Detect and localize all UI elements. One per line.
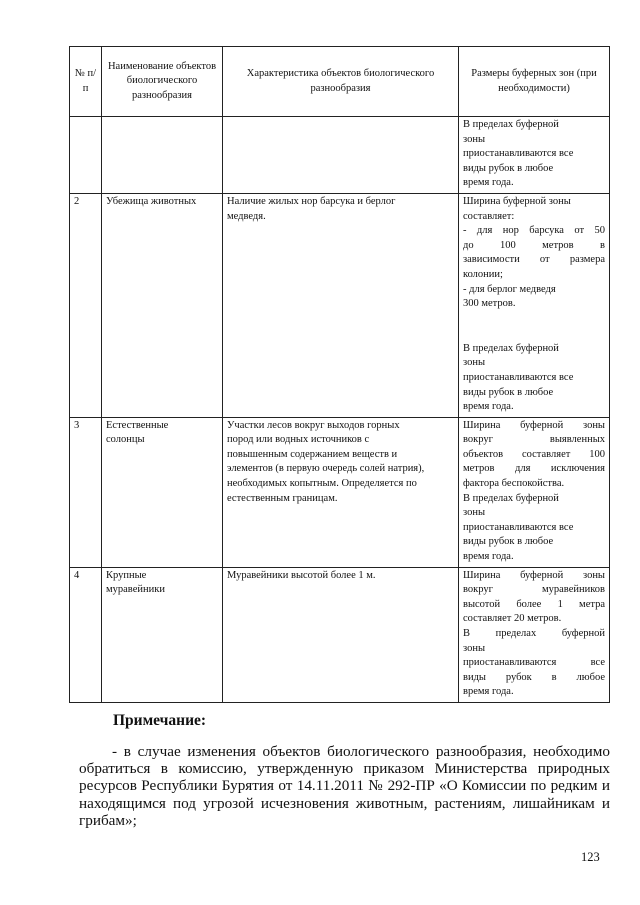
cell-line: объектов составляет 100 [463, 448, 605, 460]
cell-line: муравейники [106, 584, 165, 596]
cell-description [223, 117, 459, 194]
cell-line [463, 312, 605, 342]
cell-name [102, 417, 223, 567]
cell-description [223, 193, 459, 417]
cell-line: время года. [463, 551, 514, 563]
cell-num: 4 [70, 567, 102, 702]
cell-line: В пределах буферной [463, 342, 559, 354]
header-description: Характеристика объектов биологического разнообразия [223, 47, 459, 117]
cell-line: Наличие жилых нор барсука и берлог [227, 195, 396, 207]
cell-line: время года. [463, 686, 514, 698]
cell-line: составляет 20 метров. [463, 613, 562, 625]
cell-line: составляет: [463, 210, 515, 222]
cell-line: Муравейники высотой более 1 м. [227, 569, 376, 581]
cell-line: зависимости от размера [463, 254, 605, 266]
cell-line: виды рубок в любое [463, 536, 554, 548]
cell-line: Ширина буферной зоны [463, 569, 605, 581]
cell-line: естественным границам. [227, 492, 338, 504]
cell-line: приостанавливаются все [463, 521, 574, 533]
cell-name [102, 567, 223, 702]
cell-line: приостанавливаются все [463, 657, 605, 669]
cell-line: до 100 метров в [463, 239, 605, 251]
cell-line: - для берлог медведя [463, 283, 556, 295]
cell-line: Убежища животных [106, 195, 197, 207]
cell-line: виды рубок в любое [463, 671, 605, 683]
cell-line: - для нор барсука от 50 [463, 225, 605, 237]
cell-line: метров для исключения [463, 463, 605, 475]
cell-num: 2 [70, 193, 102, 417]
cell-line: пород или водных источников с [227, 434, 370, 446]
cell-line: солонцы [106, 434, 145, 446]
cell-name [102, 117, 223, 194]
cell-line: зоны [463, 357, 486, 369]
cell-line: В пределах буферной [463, 628, 605, 639]
table-row [70, 567, 610, 702]
cell-line: зоны [463, 507, 486, 519]
cell-line: 300 метров. [463, 298, 516, 310]
cell-num [70, 117, 102, 194]
cell-line: высотой более 1 метра [463, 598, 605, 610]
cell-buffer [459, 193, 610, 417]
note-text: - в случае изменения объектов биологического разнообразия, необходимо обратиться в комиссию, утвержденную приказом Министерства природных ресурсов Республики Бурятия от 14.11.2011 № 292-ПР «О Комиссии по редким и находящимся под угрозой исчезновения животным, растениям, лишайникам и грибам»; [79, 743, 610, 829]
cell-line: фактора беспокойства. [463, 478, 565, 490]
cell-line: время года. [463, 177, 514, 189]
cell-line: зоны [463, 642, 486, 654]
header-num: № п/п [70, 47, 102, 117]
cell-buffer [459, 117, 610, 194]
cell-line: зоны [463, 133, 486, 145]
header-name: Наименование объектов биологического разнообразия [102, 47, 223, 117]
cell-num: 3 [70, 417, 102, 567]
cell-description [223, 417, 459, 567]
table-row [70, 417, 610, 567]
cell-line: повышенным содержанием веществ и [227, 448, 398, 460]
cell-line: вокруг муравейников [463, 584, 605, 596]
cell-line: Крупные [106, 569, 147, 581]
cell-description [223, 567, 459, 702]
cell-line: Участки лесов вокруг выходов горных [227, 419, 400, 431]
cell-line: приостанавливаются все [463, 371, 574, 383]
table-header-row [70, 47, 610, 117]
note-title: Примечание: [113, 712, 207, 729]
cell-line: В пределах буферной [463, 492, 559, 504]
table-row [70, 193, 610, 417]
cell-line: элементов (в первую очередь солей натрия), [227, 463, 425, 475]
cell-line: виды рубок в любое [463, 386, 554, 398]
table-row-continuation [70, 117, 610, 194]
cell-buffer [459, 567, 610, 702]
cell-line: Ширина буферной зоны [463, 195, 571, 207]
cell-line: приостанавливаются все [463, 148, 574, 160]
cell-line: колонии; [463, 268, 503, 280]
header-buffer: Размеры буферных зон (при необходимости) [459, 47, 610, 117]
cell-line: время года. [463, 401, 514, 413]
cell-line: вокруг выявленных [463, 434, 605, 446]
cell-line: Естественные [106, 419, 169, 431]
cell-line: В пределах буферной [463, 119, 559, 130]
cell-line: Ширина буферной зоны [463, 419, 605, 431]
page-number: 123 [581, 850, 600, 864]
biodiversity-table [69, 46, 610, 703]
cell-line: необходимых копытным. Определяется по [227, 478, 417, 490]
cell-line: виды рубок в любое [463, 162, 554, 174]
cell-buffer [459, 417, 610, 567]
cell-name [102, 193, 223, 417]
cell-line: медведя. [227, 210, 266, 222]
